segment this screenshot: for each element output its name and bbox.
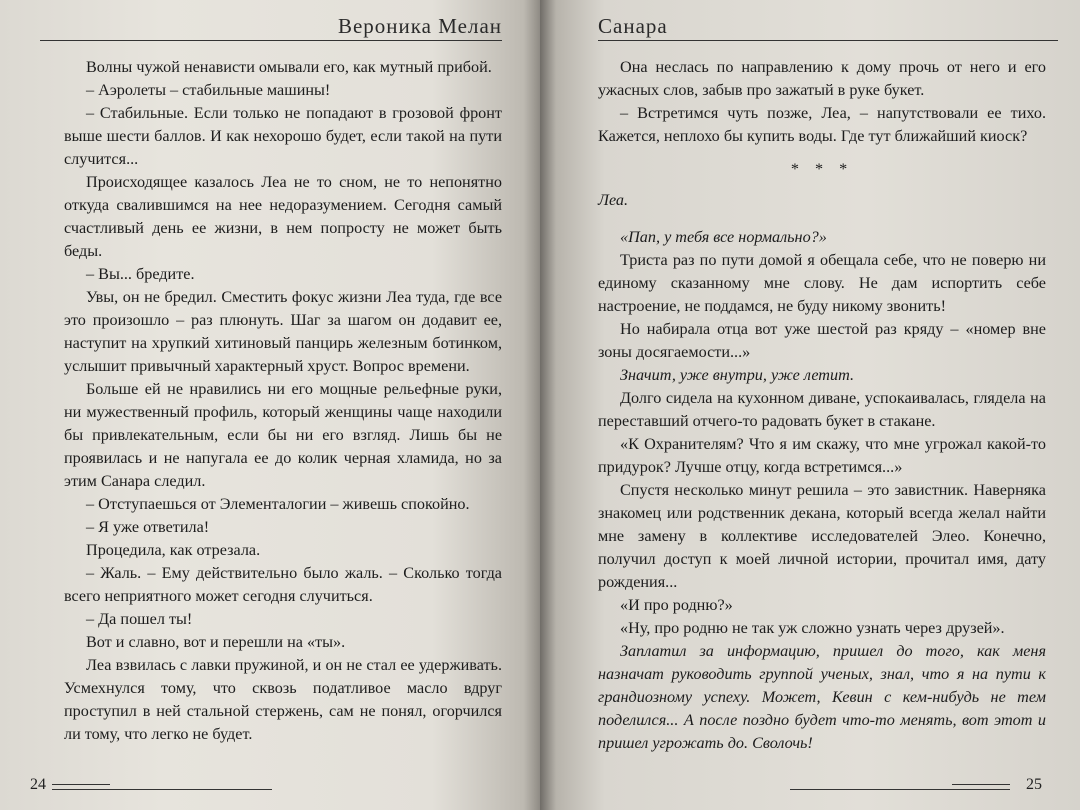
section-separator: * * * bbox=[790, 160, 854, 178]
paragraph: – Жаль. – Ему действительно было жаль. – Сколько тогда всего неприятного может сегодня случиться. bbox=[64, 564, 502, 605]
paragraph: – Вы... бредите. bbox=[86, 265, 195, 283]
paragraph: Волны чужой ненависти омывали его, как мутный прибой. bbox=[86, 58, 492, 76]
paragraph: «И про родню?» bbox=[620, 596, 733, 614]
right-page-text bbox=[598, 56, 1046, 755]
paragraph: Вот и славно, вот и перешли на «ты». bbox=[86, 633, 346, 651]
paragraph: Долго сидела на кухонном диване, успокаивалась, глядела на переставший отчего-то радовать букет в стакане. bbox=[598, 389, 1046, 430]
paragraph: Значит, уже внутри, уже летит. bbox=[620, 366, 855, 384]
paragraph: «Ну, про родню не так уж сложно узнать через друзей». bbox=[620, 619, 1005, 637]
header-rule bbox=[598, 40, 1058, 41]
left-page-text bbox=[64, 56, 502, 746]
pov-label: Леа. bbox=[598, 191, 629, 209]
paragraph: Процедила, как отрезала. bbox=[86, 541, 261, 559]
paragraph: «К Охранителям? Что я им скажу, что мне угрожал какой-то придурок? Лучше отцу, когда встретимся...» bbox=[598, 435, 1046, 476]
paragraph: Она неслась по направлению к дому прочь от него и его ужасных слов, забыв про зажатый в руке букет. bbox=[598, 58, 1046, 99]
right-page bbox=[540, 0, 1080, 810]
footer-rules bbox=[790, 784, 1010, 790]
header-rule bbox=[40, 40, 502, 41]
paragraph: – Стабильные. Если только не попадают в грозовой фронт выше шести баллов. И как нехорошо будет, если такой на пути случится... bbox=[64, 104, 502, 168]
footer-rules bbox=[52, 784, 272, 790]
paragraph: – Аэролеты – стабильные машины! bbox=[86, 81, 331, 99]
page-number: 24 bbox=[30, 776, 46, 793]
paragraph: – Встретимся чуть позже, Леа, – напутствовали ее тихо. Кажется, неплохо бы купить воды. Где тут ближайший киоск? bbox=[598, 104, 1046, 145]
paragraph: Больше ей не нравились ни его мощные рельефные руки, ни мужественный профиль, который женщины чаще находили бы привлекательным, если бы ни его взгляд. Лишь бы не проявилась и не напугала ее до колик черная хламида, но за этим Санара следил. bbox=[64, 380, 502, 490]
paragraph: – Я уже ответила! bbox=[86, 518, 210, 536]
paragraph: Леа взвилась с лавки пружиной, и он не стал ее удерживать. Усмехнулся тому, что сквозь податливое масло вдруг проступил в ней стальной стержень, сам не понял, огорчился ли тому, что легко не будет. bbox=[64, 656, 502, 743]
paragraph: – Да пошел ты! bbox=[86, 610, 193, 628]
paragraph: Происходящее казалось Леа не то сном, не то непонятно откуда свалившимся на нее недоразумением. Сегодня самый счастливый день ее жизни, в нем попросту не может быть беды. bbox=[64, 173, 502, 260]
paragraph: Триста раз по пути домой я обещала себе, что не поверю ни единому сказанному мне слову. Не дам испортить себе настроение, не поддамся, не буду никому звонить! bbox=[598, 251, 1046, 315]
paragraph: Но набирала отца вот уже шестой раз кряду – «номер вне зоны досягаемости...» bbox=[598, 320, 1046, 361]
paragraph: Увы, он не бредил. Сместить фокус жизни Леа туда, где все это произошло – раз плюнуть. Шаг за шагом он додавит ее, наступит на хрупкий хитиновый панцирь железным ботинком, услышит привычный характерный хруст. Вопрос времени. bbox=[64, 288, 502, 375]
running-head-author: Вероника Мелан bbox=[337, 14, 502, 38]
paragraph: Заплатил за информацию, пришел до того, как меня назначат руководить группой ученых, знал, что я на пути к грандиозному успеху. Может, Кевин с кем-нибудь не тем поделился... А после поздно будет что-то менять, вот этот и пришел угрожать до. Сволочь! bbox=[598, 642, 1046, 752]
paragraph: «Пап, у тебя все нормально?» bbox=[620, 228, 827, 246]
running-head-title: Санара bbox=[598, 14, 668, 38]
paragraph: – Отступаешься от Элементалогии – живешь спокойно. bbox=[86, 495, 470, 513]
paragraph: Спустя несколько минут решила – это завистник. Наверняка знакомец или родственник декана, который всегда желал найти мне замену в коллективе исследователей Элео. Конечно, получил доступ к моей личной истории, прочитал имя, дату рождения... bbox=[598, 481, 1046, 591]
page-number: 25 bbox=[1026, 776, 1042, 793]
